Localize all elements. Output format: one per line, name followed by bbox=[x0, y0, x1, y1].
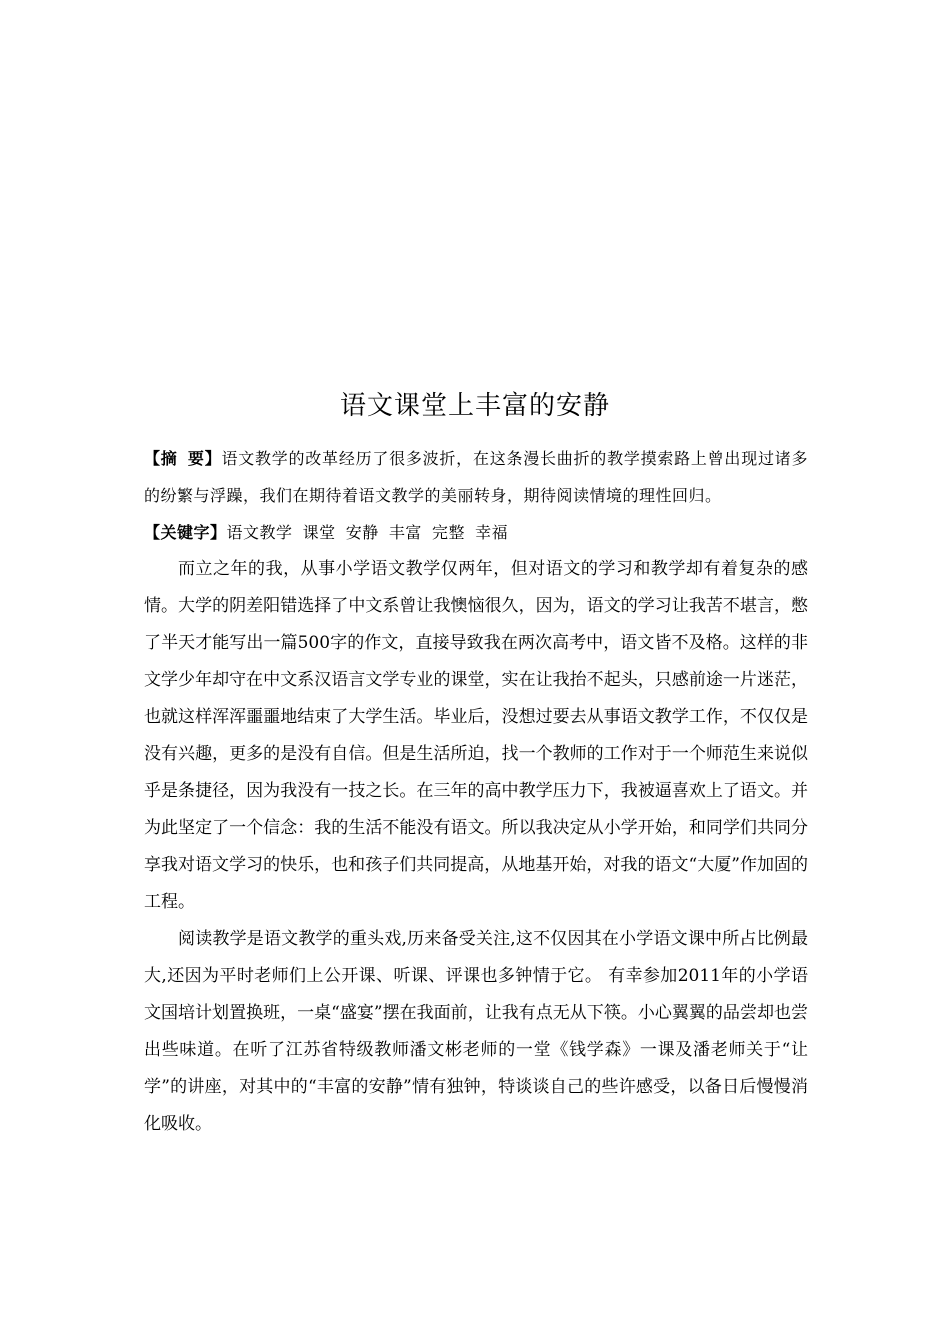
body-paragraph-2: 阅读教学是语文教学的重头戏,历来备受关注,这不仅因其在小学语文课中所占比例最大,还因为平时老师们上公开课、听课、评课也多钟情于它。 有幸参加2011年的小学语文国培计划置换班，一桌“盛宴”摆在我面前，让我有点无从下筷。小心翼翼的品尝却也尝出些味道。在听了江苏省特级教师潘文彬老师的一堂《钱学森》一课及潘老师关于“让学”的讲座，对其中的“丰富的安静”情有独钟，特谈谈自己的些许感受，以备日后慢慢消化吸收。 bbox=[144, 929, 808, 1134]
document-body bbox=[144, 440, 808, 1143]
abstract-paragraph bbox=[144, 440, 808, 514]
keywords-label: 【关键字】 bbox=[144, 523, 227, 542]
abstract-text: 语文教学的改革经历了很多波折，在这条漫长曲折的教学摸索路上曾出现过诸多的纷繁与浮躁，我们在期待着语文教学的美丽转身，期待阅读情境的理性回归。 bbox=[144, 449, 808, 505]
document-title: 语文课堂上丰富的安静 bbox=[339, 391, 610, 421]
keywords-paragraph bbox=[144, 514, 808, 551]
body-paragraph-1: 而立之年的我，从事小学语文教学仅两年，但对语文的学习和教学却有着复杂的感情。大学的阴差阳错选择了中文系曾让我懊恼很久，因为，语文的学习让我苦不堪言，憋了半天才能写出一篇500字的作文，直接导致我在两次高考中，语文皆不及格。这样的非文学少年却守在中文系汉语言文学专业的课堂，实在让我抬不起头，只感前途一片迷茫，也就这样浑浑噩噩地结束了大学生活。毕业后，没想过要去从事语文教学工作，不仅仅是没有兴趣，更多的是没有自信。但是生活所迫，找一个教师的工作对于一个师范生来说似乎是条捷径，因为我没有一技之长。在三年的高中教学压力下，我被逼喜欢上了语文。并为此坚定了一个信念：我的生活不能没有语文。所以我决定从小学开始，和同学们共同分享我对语文学习的快乐，也和孩子们共同提高，从地基开始，对我的语文“大厦”作加固的工程。 bbox=[144, 559, 808, 912]
abstract-label: 【摘 要】 bbox=[144, 449, 222, 468]
keywords-text: 语文教学 课堂 安静 丰富 完整 幸福 bbox=[226, 523, 509, 542]
